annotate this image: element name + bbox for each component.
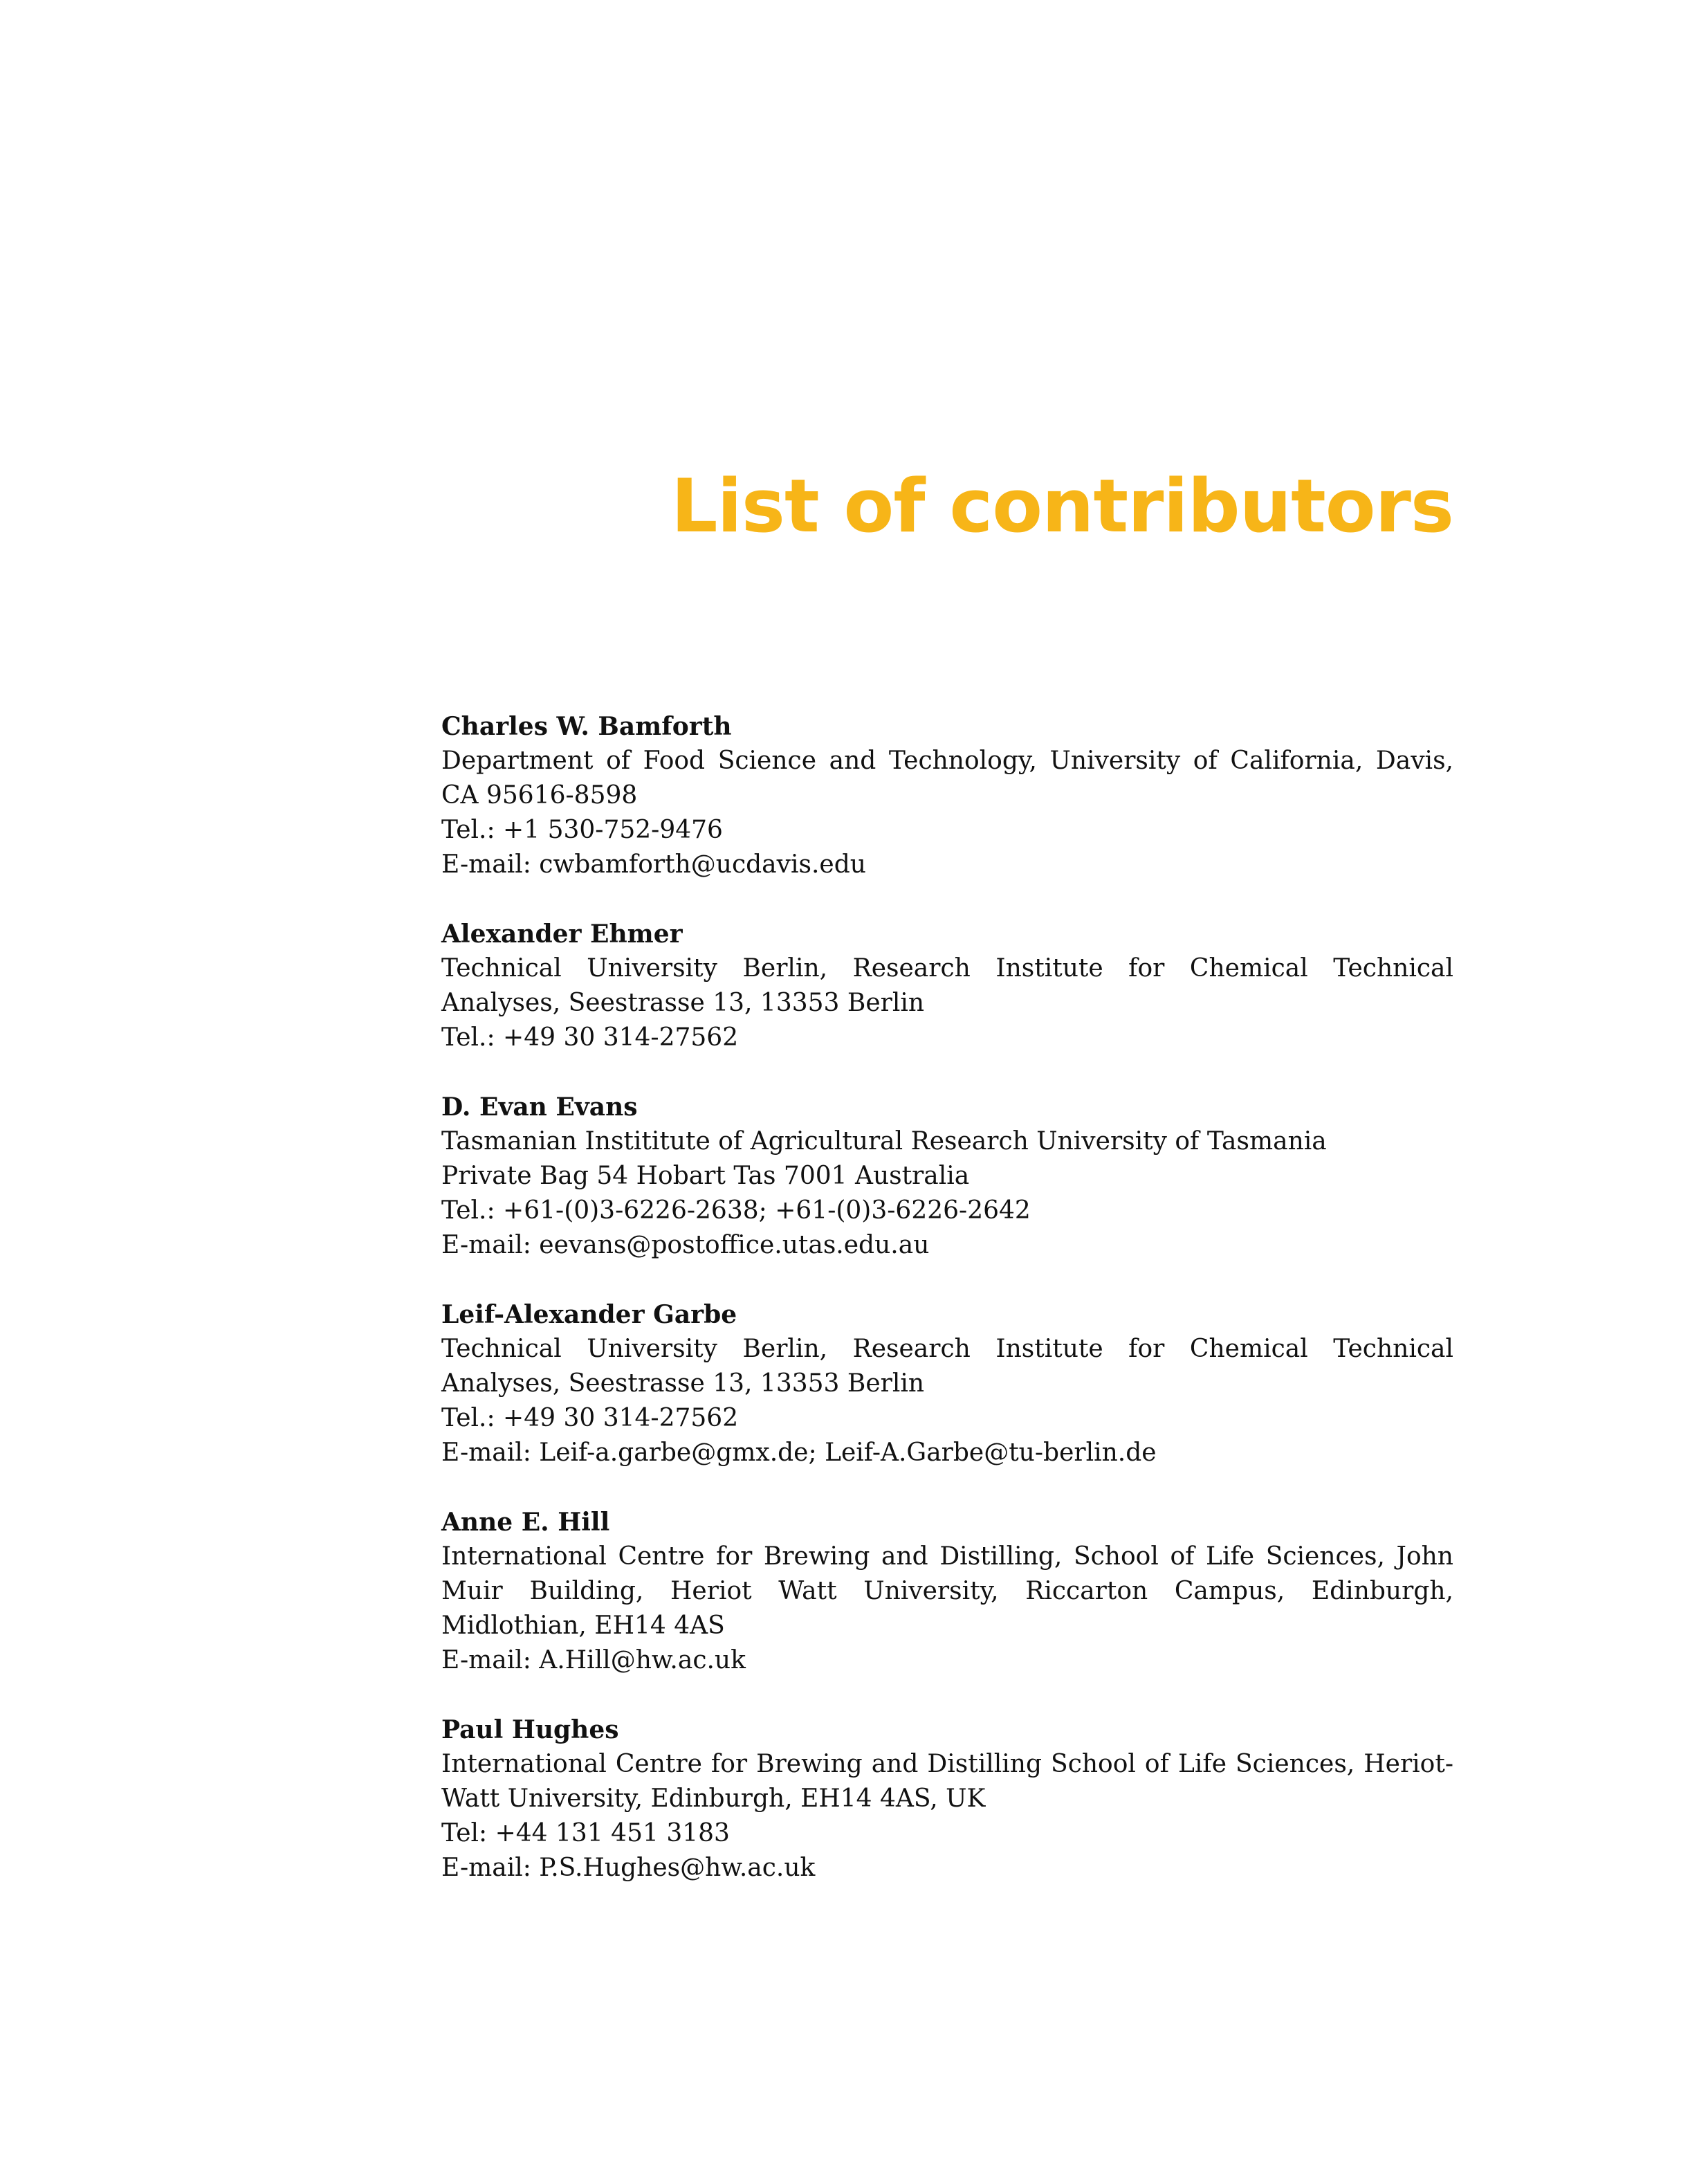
- contributor-address: Private Bag 54 Hobart Tas 7001 Australia: [441, 1162, 970, 1190]
- contributor-entry: [441, 1297, 1453, 1470]
- contributor-email: E-mail: Leif-a.garbe@gmx.de; Leif-A.Garbe@tu-berlin.de: [441, 1438, 1157, 1467]
- contributor-entry: [441, 1090, 1453, 1263]
- contributor-phone: Tel.: +61-(0)3-6226-2638; +61-(0)3-6226-2642: [441, 1196, 1031, 1225]
- contributor-name: Charles W. Bamforth: [441, 712, 732, 741]
- contributor-affiliation: International Centre for Brewing and Distilling School of Life Sciences, Heriot-Watt University, Edinburgh, EH14 4AS, UK: [441, 1750, 1453, 1813]
- contributor-entry: [441, 917, 1453, 1055]
- contributor-email: E-mail: P.S.Hughes@hw.ac.uk: [441, 1854, 816, 1882]
- contributor-email: E-mail: A.Hill@hw.ac.uk: [441, 1646, 746, 1674]
- contributor-email: E-mail: eevans@postoffice.utas.edu.au: [441, 1231, 930, 1259]
- contributor-name: D. Evan Evans: [441, 1093, 638, 1122]
- contributor-email: E-mail: cwbamforth@ucdavis.edu: [441, 850, 866, 879]
- contributor-affiliation: Technical University Berlin, Research Institute for Chemical Technical Analyses, Seestrasse 13, 13353 Berlin: [441, 1335, 1453, 1398]
- contributor-name: Paul Hughes: [441, 1715, 619, 1744]
- contributor-name: Anne E. Hill: [441, 1508, 610, 1537]
- contributor-phone: Tel.: +1 530-752-9476: [441, 816, 723, 844]
- contributor-affiliation: Tasmanian Instititute of Agricultural Research University of Tasmania: [441, 1127, 1327, 1155]
- contributor-entry: [441, 709, 1453, 882]
- contributor-affiliation: International Centre for Brewing and Distilling, School of Life Sciences, John Muir Building, Heriot Watt University, Riccarton Campus, Edinburgh, Midlothian, EH14 4AS: [441, 1542, 1453, 1640]
- contributor-affiliation: Technical University Berlin, Research Institute for Chemical Technical Analyses, Seestrasse 13, 13353 Berlin: [441, 954, 1453, 1017]
- contributor-entry: [441, 1712, 1453, 1885]
- contributor-entry: [441, 1505, 1453, 1678]
- contributor-list: [441, 709, 1453, 1920]
- contributor-phone: Tel.: +49 30 314-27562: [441, 1023, 739, 1052]
- contributor-name: Leif-Alexander Garbe: [441, 1300, 737, 1329]
- contributor-affiliation: Department of Food Science and Technology, University of California, Davis, CA 95616-8598: [441, 747, 1453, 810]
- contributor-name: Alexander Ehmer: [441, 920, 683, 949]
- page-title: List of contributors: [671, 464, 1453, 549]
- contributor-phone: Tel: +44 131 451 3183: [441, 1819, 730, 1847]
- contributor-phone: Tel.: +49 30 314-27562: [441, 1404, 739, 1432]
